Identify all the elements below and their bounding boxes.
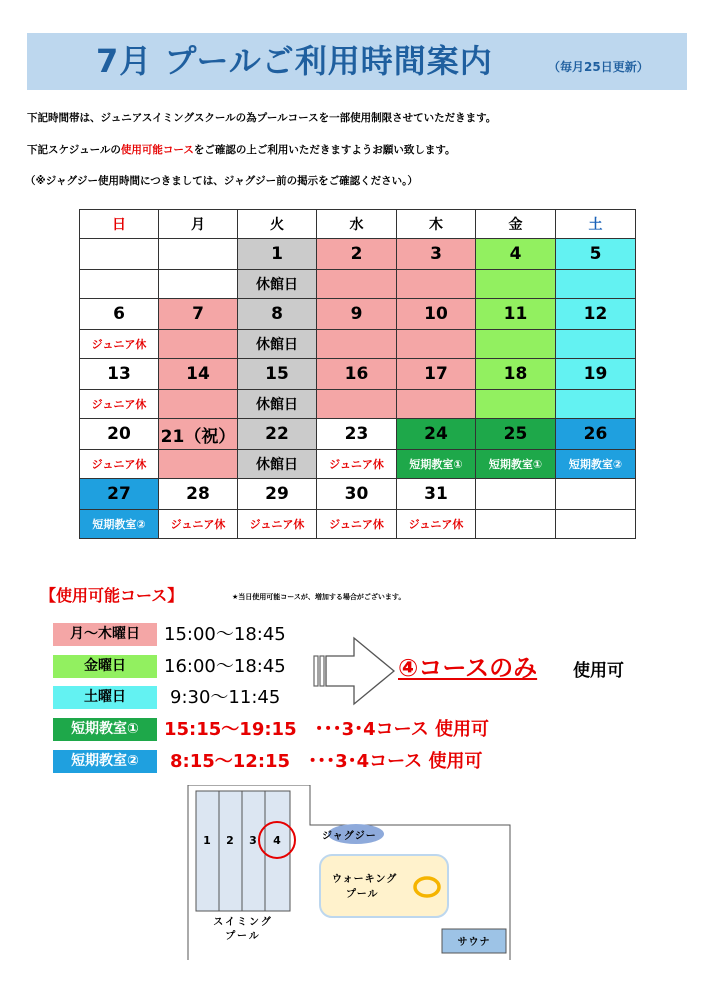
day-label: ジュニア休 xyxy=(397,510,476,539)
weekday-mon: 月 xyxy=(159,210,238,239)
day-cell: 1 xyxy=(238,239,317,270)
weekday-wed: 水 xyxy=(317,210,397,239)
course-only-text: ④コースのみ xyxy=(398,654,538,682)
day-cell xyxy=(556,479,636,510)
sauna-label: サウナ xyxy=(457,937,491,948)
day-label xyxy=(80,270,159,299)
day-label: ジュニア休 xyxy=(159,510,238,539)
day-cell: 28 xyxy=(159,479,238,510)
notice-line-3: （※ジャグジー使用時間につきましては、ジャグジー前の掲示をご確認ください。） xyxy=(25,175,418,187)
legend-label-sat: 土曜日 xyxy=(53,686,157,709)
day-label: 休館日 xyxy=(238,450,317,479)
notice-line-2: 下記スケジュールの使用可能コースをご確認の上ご利用いただきますようお願い致します。 xyxy=(27,144,456,156)
day-label xyxy=(159,450,238,479)
day-cell: 23 xyxy=(317,419,397,450)
legend-label-short1: 短期教室① xyxy=(53,718,157,741)
day-label: 休館日 xyxy=(238,390,317,419)
day-cell: 16 xyxy=(317,359,397,390)
legend-time-sat: 9:30～11:45 xyxy=(170,687,281,708)
day-cell: 7 xyxy=(159,299,238,330)
page-title: 7月 プールご利用時間案内 xyxy=(96,42,493,80)
day-cell: 26 xyxy=(556,419,636,450)
lane-label: 4 xyxy=(273,834,281,847)
day-label xyxy=(476,330,556,359)
legend-time-short2: 8:15～12:15 ･･･3･4コース 使用可 xyxy=(170,751,483,772)
day-label xyxy=(476,390,556,419)
day-label: ジュニア休 xyxy=(317,510,397,539)
day-cell: 13 xyxy=(80,359,159,390)
notice-highlight: 使用可能コース xyxy=(120,144,194,156)
day-label: 休館日 xyxy=(238,330,317,359)
day-label xyxy=(476,510,556,539)
day-cell: 4 xyxy=(476,239,556,270)
legend-time-mon-thu: 15:00～18:45 xyxy=(164,624,286,645)
walking-pool-label: ウォーキング xyxy=(332,874,398,885)
weekday-thu: 木 xyxy=(397,210,476,239)
day-cell: 10 xyxy=(397,299,476,330)
day-label: ジュニア休 xyxy=(80,330,159,359)
day-cell: 11 xyxy=(476,299,556,330)
day-cell: 15 xyxy=(238,359,317,390)
pool-map xyxy=(180,785,520,960)
day-label: 休館日 xyxy=(238,270,317,299)
day-cell: 2 xyxy=(317,239,397,270)
day-label xyxy=(317,330,397,359)
day-label xyxy=(159,270,238,299)
weekday-sun: 日 xyxy=(80,210,159,239)
day-cell: 12 xyxy=(556,299,636,330)
day-label xyxy=(556,510,636,539)
course-use-text: 使用可 xyxy=(573,661,624,681)
calendar-table xyxy=(79,209,636,539)
day-cell xyxy=(80,239,159,270)
day-cell: 31 xyxy=(397,479,476,510)
day-label xyxy=(317,270,397,299)
day-label: ジュニア休 xyxy=(80,390,159,419)
day-cell: 9 xyxy=(317,299,397,330)
weekday-sat: 土 xyxy=(556,210,636,239)
walking-pool xyxy=(320,855,448,917)
day-cell: 6 xyxy=(80,299,159,330)
day-cell xyxy=(159,239,238,270)
lane-label: 1 xyxy=(203,834,211,847)
day-label xyxy=(556,390,636,419)
day-label xyxy=(159,390,238,419)
swimming-pool xyxy=(196,791,290,911)
walking-pool-label-2: プール xyxy=(346,889,379,900)
day-label xyxy=(556,330,636,359)
day-cell: 8 xyxy=(238,299,317,330)
day-label: ジュニア休 xyxy=(317,450,397,479)
notice-line-1: 下記時間帯は、ジュニアスイミングスクールの為プールコースを一部使用制限させていただきます。 xyxy=(27,112,497,124)
day-cell: 5 xyxy=(556,239,636,270)
day-label: ジュニア休 xyxy=(80,450,159,479)
day-cell: 3 xyxy=(397,239,476,270)
swimming-pool-label: スイミング xyxy=(213,917,273,928)
swimming-pool-label-2: プール xyxy=(225,931,261,942)
day-label: 短期教室① xyxy=(397,450,476,479)
day-cell: 19 xyxy=(556,359,636,390)
day-cell: 27 xyxy=(80,479,159,510)
legend-label-short2: 短期教室② xyxy=(53,750,157,773)
legend-time-short1: 15:15～19:15 ･･･3･4コース 使用可 xyxy=(164,719,490,740)
arrow-right-icon xyxy=(312,634,397,708)
day-cell: 20 xyxy=(80,419,159,450)
legend-label-mon-thu: 月～木曜日 xyxy=(53,623,157,646)
day-label xyxy=(397,270,476,299)
legend-label-fri: 金曜日 xyxy=(53,655,157,678)
day-label: 短期教室① xyxy=(476,450,556,479)
weekday-fri: 金 xyxy=(476,210,556,239)
legend-time-fri: 16:00～18:45 xyxy=(164,656,286,677)
day-cell: 14 xyxy=(159,359,238,390)
courses-section-title: 【使用可能コース】 xyxy=(40,586,184,605)
jacuzzi-label: ジャグジー xyxy=(322,831,377,842)
day-label xyxy=(556,270,636,299)
day-label: ジュニア休 xyxy=(238,510,317,539)
day-cell: 30 xyxy=(317,479,397,510)
day-cell: 17 xyxy=(397,359,476,390)
day-cell: 24 xyxy=(397,419,476,450)
day-cell: 18 xyxy=(476,359,556,390)
day-label xyxy=(397,390,476,419)
day-cell: 21（祝） xyxy=(159,419,238,450)
day-label: 短期教室② xyxy=(80,510,159,539)
weekday-tue: 火 xyxy=(238,210,317,239)
day-label xyxy=(397,330,476,359)
day-label xyxy=(476,270,556,299)
update-note: （毎月25日更新） xyxy=(548,60,649,74)
day-cell xyxy=(476,479,556,510)
day-label xyxy=(159,330,238,359)
day-cell: 25 xyxy=(476,419,556,450)
courses-section-note: ★当日使用可能コースが、増加する場合がございます。 xyxy=(232,593,406,601)
day-cell: 29 xyxy=(238,479,317,510)
day-label xyxy=(317,390,397,419)
lane-label: 3 xyxy=(249,834,257,847)
lane-label: 2 xyxy=(226,834,234,847)
day-label: 短期教室② xyxy=(556,450,636,479)
day-cell: 22 xyxy=(238,419,317,450)
